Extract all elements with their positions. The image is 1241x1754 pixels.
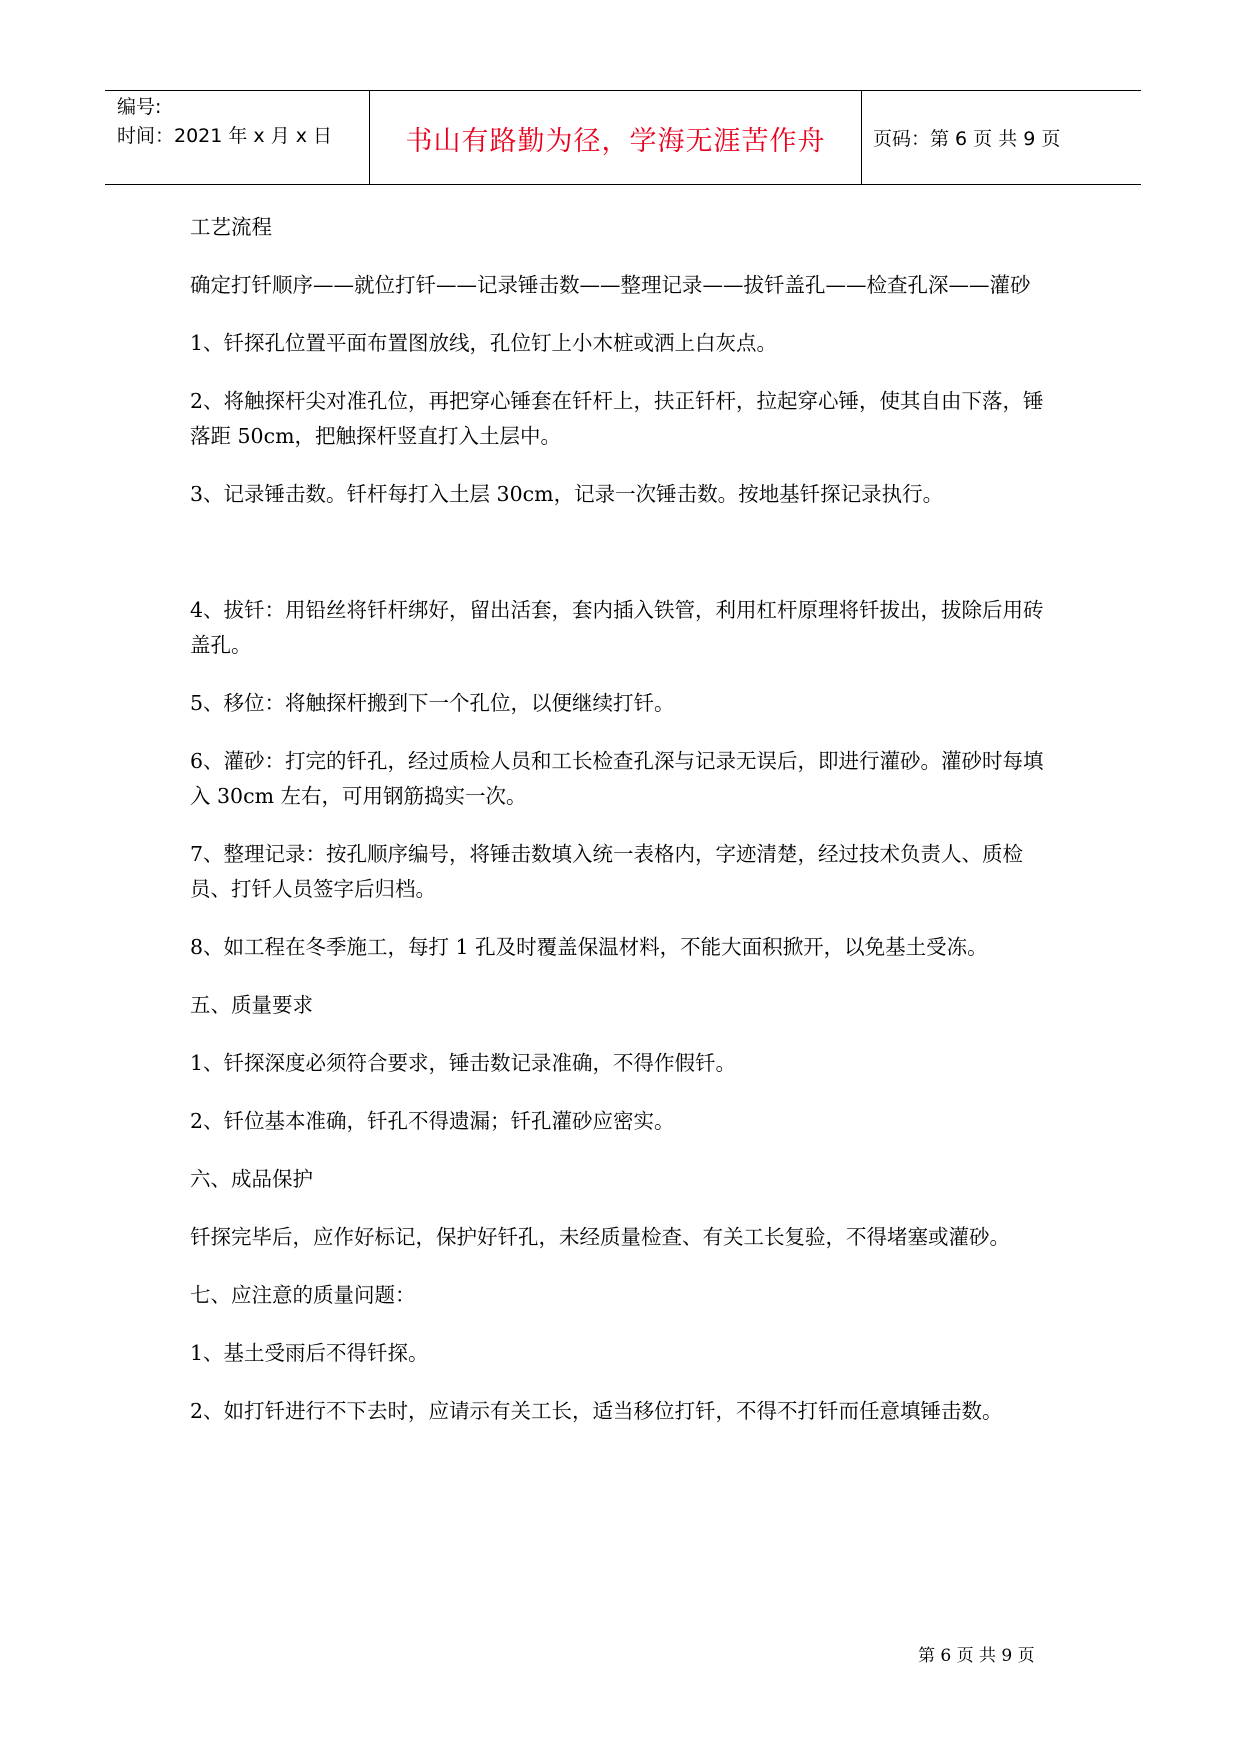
requirement-paragraph: 1、钎探深度必须符合要求，锤击数记录准确，不得作假钎。 <box>190 1051 737 1075</box>
requirement-paragraph: 2、钎位基本准确，钎孔不得遗漏；钎孔灌砂应密实。 <box>190 1109 675 1133</box>
step-paragraph: 3、记录锤击数。钎杆每打入土层 30cm，记录一次锤击数。按地基钎探记录执行。 <box>190 482 944 506</box>
issue-paragraph: 2、如打钎进行不下去时，应请示有关工长，适当移位打钎，不得不打钎而任意填锤击数。 <box>190 1399 1003 1423</box>
document-time-label: 时间：2021 年 x 月 x 日 <box>117 125 333 147</box>
page-header <box>105 90 1141 185</box>
step-paragraph: 6、灌砂：打完的钎孔，经过质检人员和工长检查孔深与记录无误后，即进行灌砂。灌砂时每填入 30cm 左右，可用钢筋捣实一次。 <box>190 749 1044 808</box>
step-paragraph: 2、将触探杆尖对准孔位，再把穿心锤套在钎杆上，扶正钎杆，拉起穿心锤，使其自由下落，锤落距 50cm，把触探杆竖直打入土层中。 <box>190 389 1044 448</box>
header-meta <box>117 93 332 151</box>
step-paragraph: 1、钎探孔位置平面布置图放线，孔位钉上小木桩或洒上白灰点。 <box>190 331 778 355</box>
header-motto: 书山有路勤为径，学海无涯苦作舟 <box>405 126 826 157</box>
blank-gap <box>190 535 1050 593</box>
step-paragraph: 8、如工程在冬季施工，每打 1 孔及时覆盖保温材料，不能大面积掀开，以免基土受冻。 <box>190 935 988 959</box>
step-paragraph: 7、整理记录：按孔顺序编号，将锤击数填入统一表格内，字迹清楚，经过技术负责人、质检员、打钎人员签字后归档。 <box>190 842 1024 901</box>
page-footer: 第 6 页 共 9 页 <box>918 1646 1035 1666</box>
header-page-number: 页码：第 6 页 共 9 页 <box>873 128 1061 150</box>
document-body <box>190 210 1050 1452</box>
step-paragraph: 4、拔钎：用铅丝将钎杆绑好，留出活套，套内插入铁管，利用杠杆原理将钎拔出，拔除后用砖盖孔。 <box>190 598 1044 657</box>
section-heading: 工艺流程 <box>190 215 272 239</box>
header-divider <box>861 91 862 184</box>
section-heading: 六、成品保护 <box>190 1167 313 1191</box>
section-heading: 五、质量要求 <box>190 993 313 1017</box>
section-heading: 七、应注意的质量问题： <box>190 1283 416 1307</box>
issue-paragraph: 1、基土受雨后不得钎探。 <box>190 1341 429 1365</box>
process-flow-paragraph: 确定打钎顺序——就位打钎——记录锤击数——整理记录——拔钎盖孔——检查孔深——灌砂 <box>190 273 1031 297</box>
step-paragraph: 5、移位：将触探杆搬到下一个孔位，以便继续打钎。 <box>190 691 675 715</box>
protection-paragraph: 钎探完毕后，应作好标记，保护好钎孔，未经质量检查、有关工长复验，不得堵塞或灌砂。 <box>190 1225 1010 1249</box>
document-number-label: 编号: <box>117 96 162 118</box>
